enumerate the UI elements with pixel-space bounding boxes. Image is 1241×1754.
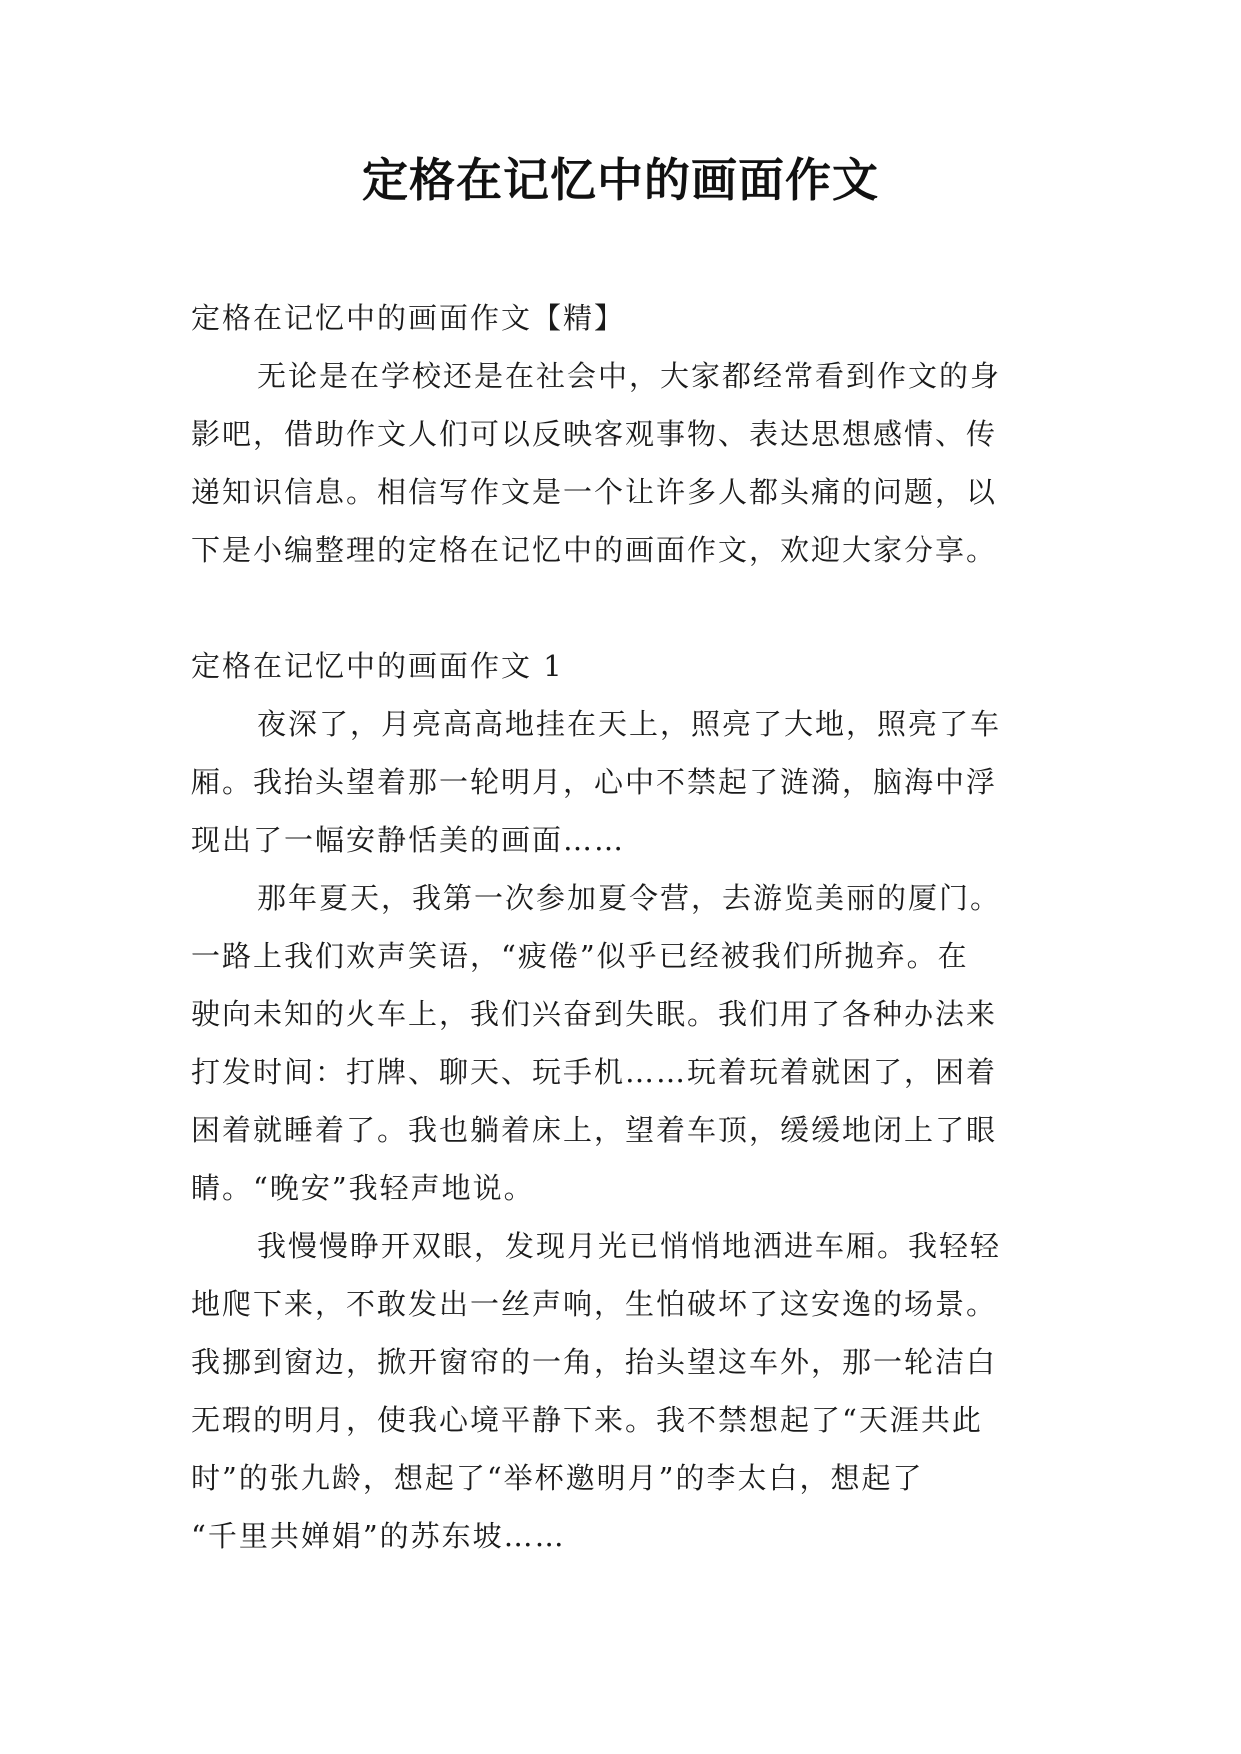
text-line: 困着就睡着了。我也躺着床上，望着车顶，缓缓地闭上了眼 — [191, 1113, 998, 1147]
text-line: 现出了一幅安静恬美的画面…… — [191, 823, 626, 857]
text-line: 地爬下来，不敢发出一丝声响，生怕破坏了这安逸的场景。 — [191, 1287, 998, 1321]
text-line: “千里共婵娟”的苏东坡…… — [191, 1519, 566, 1553]
text-line: 打发时间：打牌、聊天、玩手机……玩着玩着就困了，困着 — [191, 1055, 998, 1089]
text-line: 我慢慢睁开双眼，发现月光已悄悄地洒进车厢。我轻轻 — [257, 1229, 1002, 1263]
document-body — [191, 289, 1051, 1565]
text-line: 那年夏天，我第一次参加夏令营，去游览美丽的厦门。 — [257, 881, 1002, 915]
text-line: 时”的张九龄，想起了“举杯邀明月”的李太白，想起了 — [191, 1461, 924, 1495]
text-line: 一路上我们欢声笑语，“疲倦”似乎已经被我们所抛弃。在 — [191, 939, 969, 973]
essay-paragraph — [191, 695, 1051, 869]
text-line: 无论是在学校还是在社会中，大家都经常看到作文的身 — [257, 359, 1002, 393]
text-line: 夜深了，月亮高高地挂在天上，照亮了大地，照亮了车 — [257, 707, 1002, 741]
document-subtitle: 定格在记忆中的画面作文【精】 — [191, 301, 626, 335]
text-line: 驶向未知的火车上，我们兴奋到失眠。我们用了各种办法来 — [191, 997, 998, 1031]
blank-line — [191, 579, 1051, 637]
intro-paragraph — [191, 347, 1051, 579]
text-line: 无瑕的明月，使我心境平静下来。我不禁想起了“天涯共此 — [191, 1403, 983, 1437]
text-line: 厢。我抬头望着那一轮明月，心中不禁起了涟漪，脑海中浮 — [191, 765, 998, 799]
text-line: 下是小编整理的定格在记忆中的画面作文，欢迎大家分享。 — [191, 533, 998, 567]
text-line: 睛。“晚安”我轻声地说。 — [191, 1171, 535, 1205]
essay-paragraph — [191, 869, 1051, 1217]
text-line: 影吧，借助作文人们可以反映客观事物、表达思想感情、传 — [191, 417, 998, 451]
essay-heading: 定格在记忆中的画面作文 1 — [191, 649, 564, 683]
text-line: 我挪到窗边，掀开窗帘的一角，抬头望这车外，那一轮洁白 — [191, 1345, 998, 1379]
document-title: 定格在记忆中的画面作文 — [362, 153, 879, 207]
text-line: 递知识信息。相信写作文是一个让许多人都头痛的问题，以 — [191, 475, 998, 509]
essay-paragraph — [191, 1217, 1051, 1565]
